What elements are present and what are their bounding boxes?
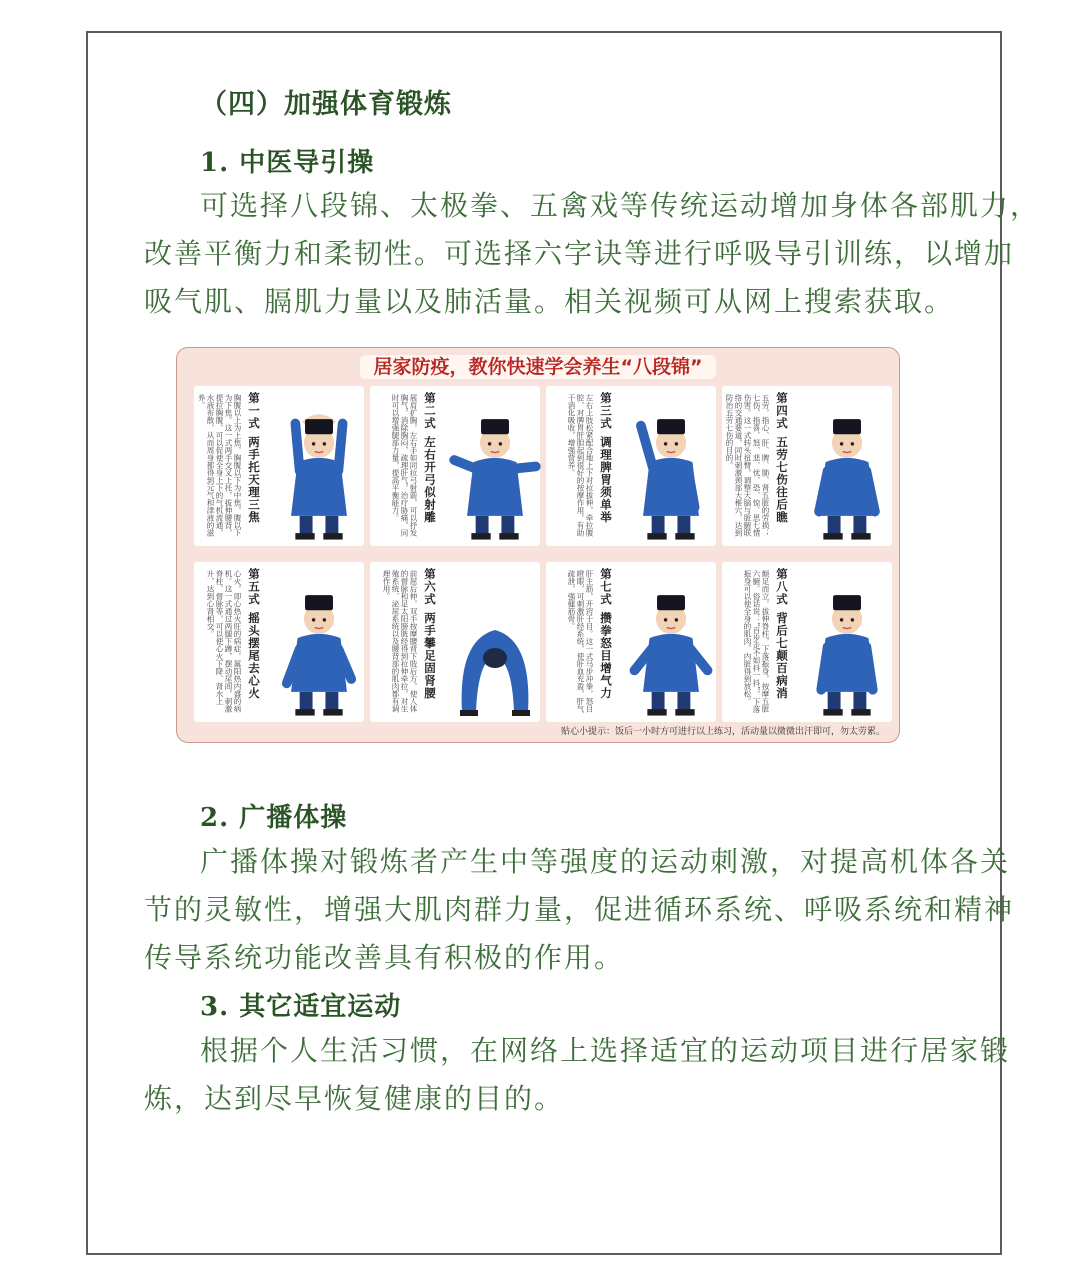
paragraph-line: 可选择八段锦、太极拳、五禽戏等传统运动增加身体各部肌力，: [200, 189, 1041, 222]
poster-panel: [546, 562, 716, 722]
figure-illustration: [804, 404, 890, 544]
poster-panel: [194, 562, 364, 722]
move-caption: [774, 568, 790, 718]
move-name: 左右开弓似射雕: [423, 435, 437, 523]
poster-panel: [722, 386, 892, 546]
move-description: 左右上肢松紧配合地上下对拉拔伸，牵拉腹腔，对脾胃肝胆起到很好的按摩作用，有助于消化吸收，增强营养。: [567, 394, 594, 537]
move-caption: [422, 568, 438, 718]
move-description: 展肩扩胸，左右手如同拉弓射箭，可以抒发胸气，消除胸闷，疏理肝气，治疗胁痛，同时可以增强腿部力量，提高平衡能力。: [391, 394, 418, 537]
figure-illustration: [276, 404, 362, 544]
figure-illustration: [276, 580, 362, 720]
subsection-title-3: 3. 其它适宜运动: [200, 992, 402, 1022]
section-title: （四）加强体育锻炼: [200, 89, 452, 120]
figure-illustration: [628, 404, 714, 544]
move-name: 两手攀足固肾腰: [423, 611, 437, 699]
figure-illustration: [804, 580, 890, 720]
baduanjin-poster: [176, 347, 900, 743]
move-number: 第六式: [423, 568, 437, 606]
move-name: 调理脾胃须单举: [599, 435, 613, 523]
move-number: 第五式: [247, 568, 261, 606]
move-description: 胸腹以上为上焦，胸腹以下为中焦，腹以下为下焦。这一式两手交叉上托，拔伸腰背，提拉胸腹，可以促使全身上下的气机流通，水液布散，从而周身都得到元气和津液的滋养。: [197, 394, 242, 537]
poster-panel: [194, 386, 364, 546]
move-caption: [246, 392, 262, 542]
paragraph-line: 节的灵敏性，增强大肌肉群力量，促进循环系统、呼吸系统和精神: [144, 893, 1015, 926]
poster-tip: 贴心小提示：饭后一小时方可进行以上练习，活动量以微微出汗即可，勿太劳累。: [560, 727, 885, 737]
move-caption: [246, 568, 262, 718]
move-caption: [598, 568, 614, 718]
move-name: 五劳七伤往后瞧: [775, 435, 789, 523]
move-description: 前屈后伸，双手按摩腰背下肢后方，使人体的督脉和足太阳膀胱经得到拉伸牵拉，对生殖系统、泌尿系统以及腰背部的肌肉都有调理作用。: [382, 570, 418, 713]
paragraph-1: [144, 182, 1041, 326]
move-number: 第八式: [775, 568, 789, 606]
paragraph-line: 广播体操对锻炼者产生中等强度的运动刺激，对提高机体各关: [200, 845, 1011, 878]
move-number: 第一式: [247, 392, 261, 430]
paragraph-line: 根据个人生活习惯，在网络上选择适宜的运动项目进行居家锻: [200, 1034, 1011, 1067]
move-number: 第三式: [599, 392, 613, 430]
move-caption: [422, 392, 438, 542]
move-name: 背后七颠百病消: [775, 611, 789, 699]
move-description: 颠足而立，拔伸脊柱，下落振身，按摩五脏六腑。俗话说：“百步走不如抖一抖”，下落振身可以使全身的肌肉、内脏得到放松。: [743, 570, 770, 713]
paragraph-line: 改善平衡力和柔韧性。可选择六字诀等进行呼吸导引训练，以增加: [144, 237, 1015, 270]
paragraph-line: 传导系统功能改善具有积极的作用。: [144, 941, 625, 974]
move-caption: [598, 392, 614, 542]
figure-illustration: [628, 580, 714, 720]
move-description: 肝主筋，开窍于目。这一式马步冲拳，怒目瞪眼，可刺激肝经系统，使肝血充盈，肝气疏泄，强健筋骨。: [567, 570, 594, 713]
move-caption: [774, 392, 790, 542]
move-name: 两手托天理三焦: [247, 435, 261, 523]
poster-panel: [370, 562, 540, 722]
paragraph-line: 炼，达到尽早恢复健康的目的。: [144, 1082, 565, 1115]
move-description: 心火，即心热火旺的病症，属阳热内盛的病机。这一式通过两腿下蹲，摆动尾闾，刺激脊柱、督脉等，可以使心火下降、肾水上升，达到心肾相交。: [206, 570, 242, 713]
figure-illustration: [452, 404, 538, 544]
paragraph-3: [144, 1027, 1011, 1123]
poster-panel: [370, 386, 540, 546]
move-name: 攒拳怒目增气力: [599, 611, 613, 699]
poster-panel: [546, 386, 716, 546]
move-number: 第七式: [599, 568, 613, 606]
poster-panel: [722, 562, 892, 722]
move-number: 第四式: [775, 392, 789, 430]
move-number: 第二式: [423, 392, 437, 430]
poster-title: 居家防疫，教你快速学会养生“八段锦”: [177, 352, 899, 382]
move-description: 五劳，指心、肝、脾、肺、肾五脏的劳损；七伤，指喜、怒、悲、忧、恐、惊、思七情伤害。这一式转头扭臂，调整大脑与脏腑联络的交通要道，同时刺激颈部大椎穴，达到防治五劳七伤的目的。: [725, 394, 770, 537]
subsection-title-2: 2. 广播体操: [200, 803, 348, 833]
paragraph-line: 吸气肌、膈肌力量以及肺活量。相关视频可从网上搜索获取。: [144, 285, 955, 318]
subsection-title-1: 1. 中医导引操: [200, 148, 375, 178]
paragraph-2: [144, 838, 1015, 982]
move-name: 摇头摆尾去心火: [247, 611, 261, 699]
figure-illustration: [452, 600, 538, 720]
